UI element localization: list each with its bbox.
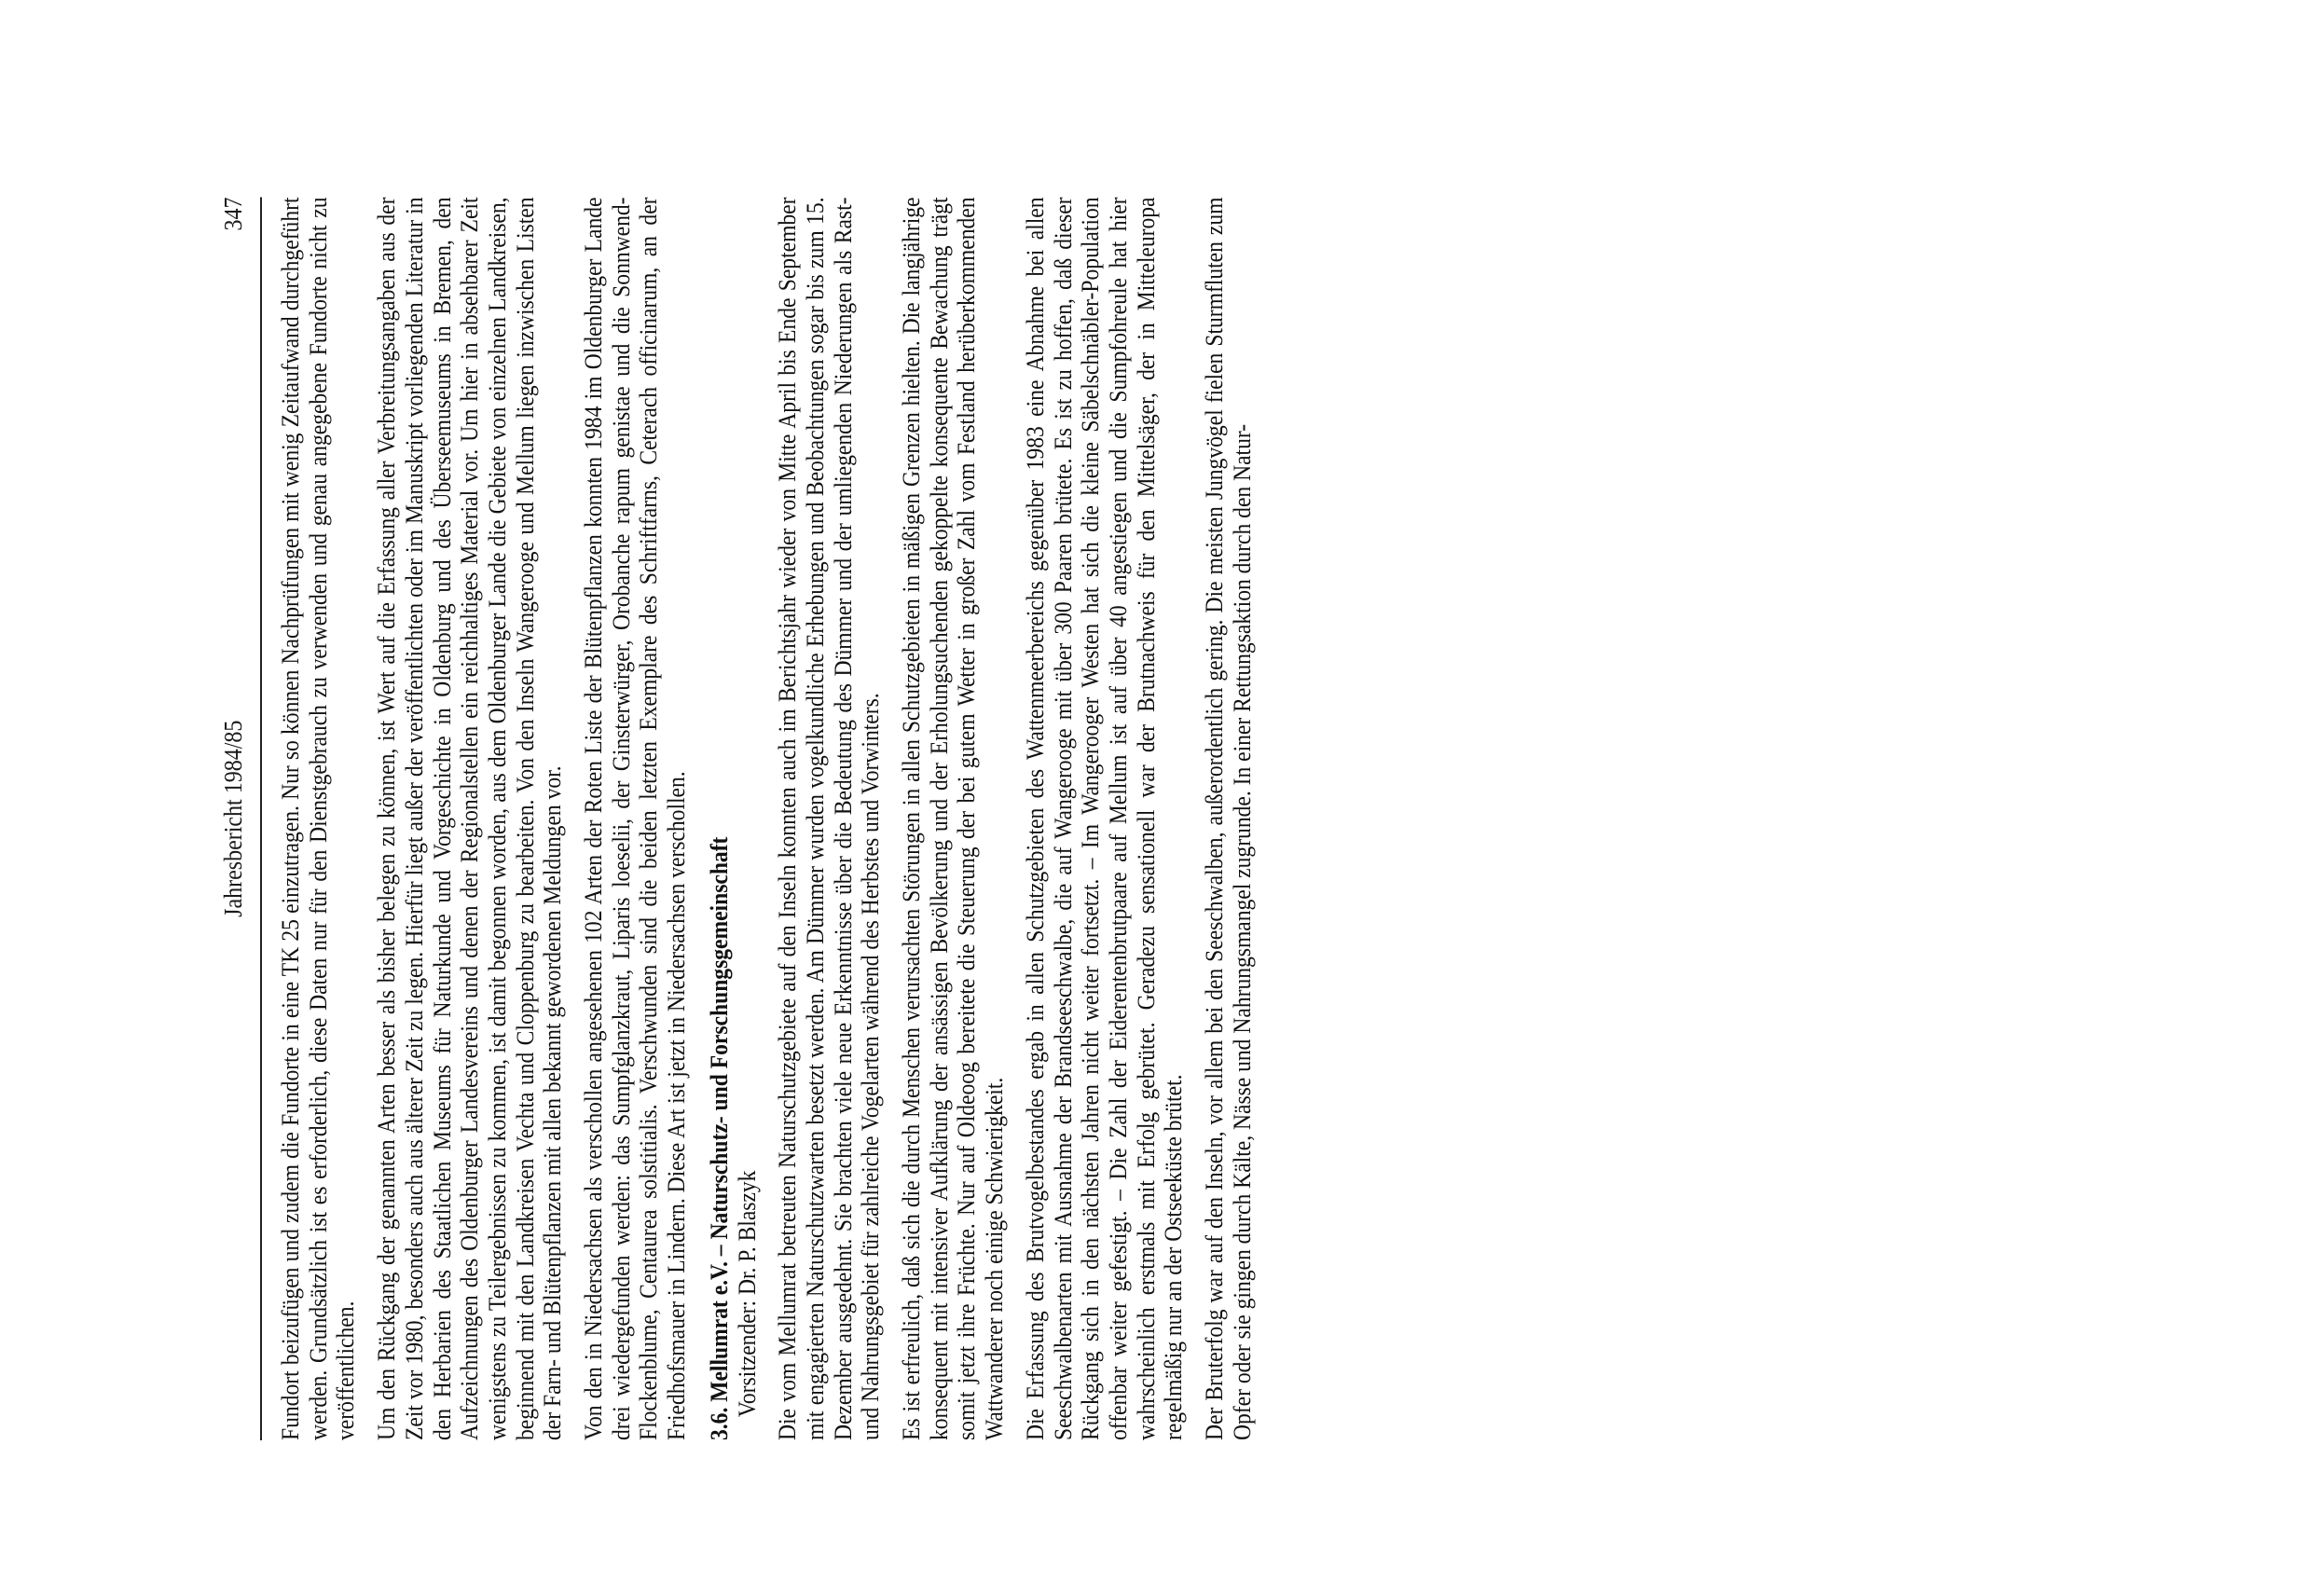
rotated-page	[219, 42, 1815, 1440]
page-number: 347	[219, 197, 247, 231]
paragraph: Die Erfassung des Brutvogelbestandes ergab in allen Schutzgebieten des Wattenmeerbereichs gegenüber 1983 eine Abnahme bei allen Seeschwalbenarten mit Ausnahme der Brandseeschwalbe, die auf Wangerooge mit über 300 Paaren brütete. Es ist zu hoffen, daß dieser Rückgang sich in den nächsten Jahren nicht weiter fortsetzt. – Im Wangerooger Westen hat sich die kleine Säbelschnäbler-Population offenbar weiter gefestigt. – Die Zahl der Eiderentenbrutpaare auf Mellum ist auf über 40 angestiegen und die Sumpfohreule hat hier wahrscheinlich erstmals mit Erfolg gebrütet. Geradezu sensationell war der Brutnachweis für den Mittelsäger, der in Mitteleuropa regelmäßig nur an der Ostseeküste brütet.	[1020, 197, 1188, 1440]
paragraph: Fundort beizufügen und zudem die Fundorte in eine TK 25 einzutragen. Nur so können Nachprüfungen mit wenig Zeitaufwand durchgeführt werden. Grundsätzlich ist es erforderlich, diese Daten nur für den Dienstgebrauch zu verwenden und genau angegebene Fundorte nicht zu veröffentlichen.	[276, 197, 360, 1440]
page-content	[219, 198, 1815, 1441]
paragraph: Die vom Mellumrat betreuten Naturschutzgebiete auf den Inseln konnten auch im Berichtsjahr wieder von Mitte April bis Ende September mit engagierten Naturschutzwarten besetzt werden. Am Dümmer wurden vogelkundliche Erhebungen und Beobachtungen sogar bis zum 15. Dezember ausgedehnt. Sie brachten viele neue Erkenntnisse über die Bedeutung des Dümmer und der umliegenden Niederungen als Rast- und Nahrungsgebiet für zahlreiche Vogelarten während des Herbstes und Vorwinters.	[773, 197, 885, 1440]
body-text	[277, 198, 1270, 1441]
running-head	[219, 198, 256, 1441]
running-head-title: Jahresbericht 1984/85	[219, 720, 247, 917]
paragraph: Von den in Niedersachsen als verschollen angesehenen 102 Arten der Roten Liste der Blütenpflanzen konnten 1984 im Oldenburger Lande drei wiedergefunden werden: das Sumpfglanzkraut, Liparis loeselii, der Ginsterwürger, Orobanche rapum genistae und die Sonnwend-Flockenblume, Centaurea solstitialis. Verschwunden sind die beiden letzten Exemplare des Schriftfarns, Ceterach officinarum, an der Friedhofsmauer in Lindern. Diese Art ist jetzt in Niedersachsen verschollen.	[579, 197, 691, 1440]
paragraph: Es ist erfreulich, daß sich die durch Menschen verursachten Störungen in allen Schutzgebieten in mäßigen Grenzen hielten. Die langjährige konsequent mit intensiver Aufklärung der ansässigen Bevölkerung und der Erholungsuchenden gekoppelte konsequente Bewachung trägt somit jetzt ihre Früchte. Nur auf Oldeoog bereitete die Steuerung der bei gutem Wetter in großer Zahl vom Festland herüberkommenden Wattwanderer noch einige Schwierigkeit.	[897, 197, 1009, 1440]
paragraph: Der Bruterfolg war auf den Inseln, vor allem bei den Seeschwalben, außerordentlich gering. Die meisten Jungvögel fielen Sturmfluten zum Opfer oder sie gingen durch Kälte, Nässe und Nahrungsmangel zugrunde. In einer Rettungsaktion durch den Natur-	[1200, 197, 1256, 1440]
paragraph: Um den Rückgang der genannten Arten besser als bisher belegen zu können, ist Wert auf die Erfassung aller Verbreitungsangaben aus der Zeit vor 1980, besonders auch aus älterer Zeit zu legen. Hierfür liegt außer der veröffentlichten oder im Manuskript vorliegenden Literatur in den Herbarien des Staatlichen Museums für Naturkunde und Vorgeschichte in Oldenburg und des Überseemuseums in Bremen, den Aufzeichnungen des Oldenburger Landesvereins und denen der Regionalstellen ein reichhaltiges Material vor. Um hier in absehbarer Zeit wenigstens zu Teilergebnissen zu kommen, ist damit begonnen worden, aus dem Oldenburger Lande die Gebiete von einzelnen Landkreisen, beginnend mit den Landkreisen Vechta und Cloppenburg zu bearbeiten. Von den Inseln Wangerooge und Mellum liegen inzwischen Listen der Farn- und Blütenpflanzen mit allen bekannt gewordenen Meldungen vor.	[372, 197, 567, 1440]
section-subheading: Vorsitzender: Dr. P. Blaszyk	[732, 1170, 761, 1418]
header-rule	[260, 198, 262, 1441]
section-heading: 3.6. Mellumrat e.V. – Naturschutz- und Forschungsgemeinschaft	[704, 836, 733, 1440]
